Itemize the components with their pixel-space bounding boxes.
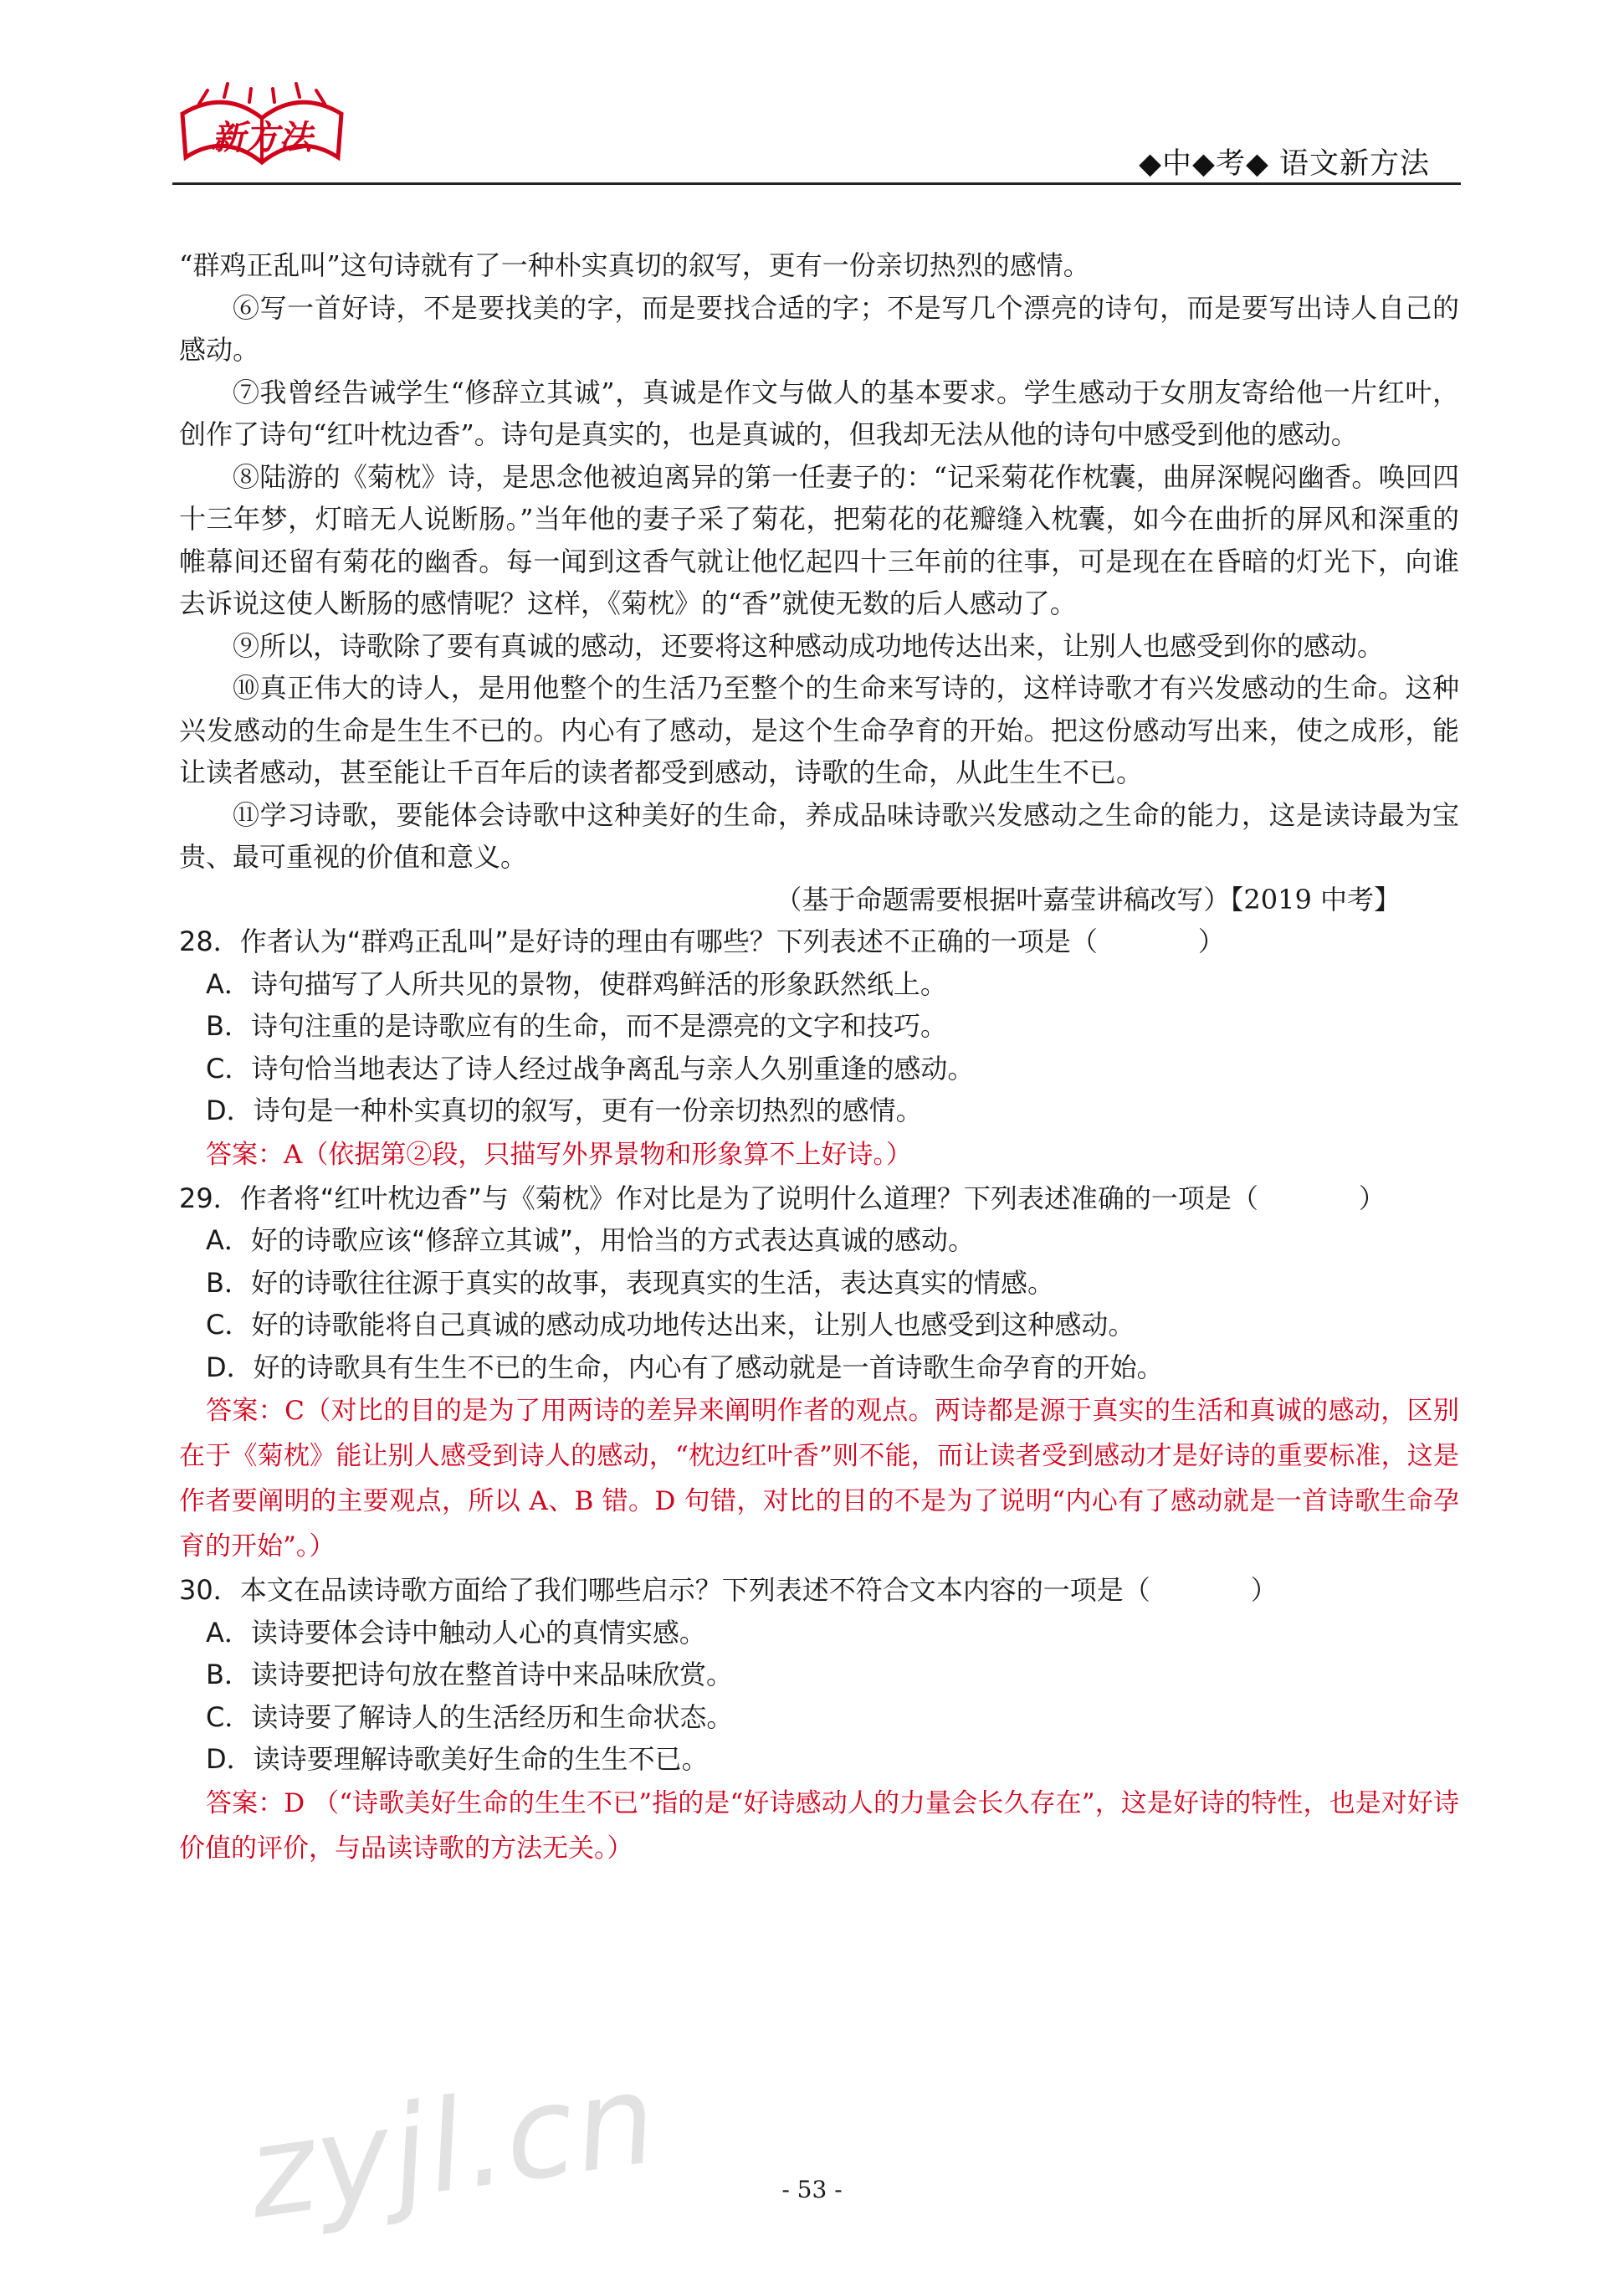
question-paren-close: ） [1197,926,1225,957]
question-30 [179,1569,1459,1612]
question-paren-close: ） [1358,1182,1386,1214]
option-b: B．好的诗歌往往源于真实的故事，表现真实的生活，表达真实的情感。 [206,1266,1054,1299]
question-29 [179,1177,1459,1220]
paragraph-11: ⑪学习诗歌，要能体会诗歌中这种美好的生命，养成品味诗歌兴发感动之生命的能力，这是读诗最为宝贵、最可重视的价值和意义。 [179,798,1459,873]
option-d: D．读诗要理解诗歌美好生命的生生不已。 [206,1743,709,1775]
header-divider [172,182,1461,185]
header-title: ◆中◆考◆ 语文新方法 [1139,147,1430,181]
watermark: zyjl.cn [239,2045,666,2248]
question-paren-close: ） [1250,1574,1278,1606]
paragraph-6: ⑥写一首好诗，不是要找美的字，而是要找合适的字；不是写几个漂亮的诗句，而是要写出诗人自己的感动。 [179,291,1459,366]
question-stem: 29．作者将“红叶枕边香”与《菊枕》作对比是为了说明什么道理？下列表述准确的一项是（ [179,1182,1258,1214]
publisher-logo [174,80,350,181]
option-c: C．好的诗歌能将自己真诚的感动成功地传达出来，让别人也感受到这种感动。 [206,1309,1135,1341]
option-a: A．读诗要体会诗中触动人心的真情实感。 [206,1616,706,1649]
book-logo-icon [174,80,350,181]
answer-30: 答案：D （“诗歌美好生命的生生不已”指的是“好诗感动人的力量会长久存在”，这是好诗的特性，也是对好诗价值的评价，与品读诗歌的方法无关。） [179,1787,1459,1864]
paragraph-9: ⑨所以，诗歌除了要有真诚的感动，还要将这种感动成功地传达出来，让别人也感受到你的感动。 [233,629,1385,662]
paragraph-8: ⑧陆游的《菊枕》诗，是思念他被迫离异的第一任妻子的：“记采菊花作枕囊，曲屏深幌闷幽香。唤回四十三年梦，灯暗无人说断肠。”当年他的妻子采了菊花，把菊花的花瓣缝入枕囊，如今在曲折的屏风和深重的帷幕间还留有菊花的幽香。每一闻到这香气就让他忆起四十三年前的往事，可是现在在昏暗的灯光下，向谁去诉说这使人断肠的感情呢？这样，《菊枕》的“香”就使无数的后人感动了。 [179,460,1459,619]
option-c: C．诗句恰当地表达了诗人经过战争离乱与亲人久别重逢的感动。 [206,1052,975,1085]
logo-text: 新方法 [212,118,312,157]
answer-28: 答案：A（依据第②段，只描写外界景物和形象算不上好诗。） [206,1139,912,1170]
option-a: A．好的诗歌应该“修辞立其诚”，用恰当的方式表达真诚的感动。 [206,1224,976,1256]
option-b: B．读诗要把诗句放在整首诗中来品味欣赏。 [206,1659,733,1690]
question-28 [179,920,1459,963]
answer-29: 答案：C（对比的目的是为了用两诗的差异来阐明作者的观点。两诗都是源于真实的生活和真诚的感动，区别在于《菊枕》能让别人感受到诗人的感动，“枕边红叶香”则不能，而让读者受到感动才是好诗的重要标准，这是作者要阐明的主要观点，所以 A、B 错。D 句错，对比的目的不是为了说明“内心有了感动就是一首诗歌生命孕育的开始”。） [179,1396,1459,1562]
paragraph-5-tail: “群鸡正乱叫”这句诗就有了一种朴实真切的叙写，更有一份亲切热烈的感情。 [179,249,1090,281]
option-a: A．诗句描写了人所共见的景物，使群鸡鲜活的形象跃然纸上。 [206,967,947,1000]
option-d: D．诗句是一种朴实真切的叙写，更有一份亲切热烈的感情。 [206,1095,923,1126]
paragraph-7: ⑦我曾经告诫学生“修辞立其诚”，真诚是作文与做人的基本要求。学生感动于女朋友寄给他一片红叶，创作了诗句“红叶枕边香”。诗句是真实的，也是真诚的，但我却无法从他的诗句中感受到他的感动。 [179,376,1459,450]
question-stem: 28．作者认为“群鸡正乱叫”是好诗的理由有哪些？下列表述不正确的一项是（ [179,926,1098,957]
paragraph-10: ⑩真正伟大的诗人，是用他整个的生活乃至整个的生命来写诗的，这样诗歌才有兴发感动的生命。这种兴发感动的生命是生生不已的。内心有了感动，是这个生命孕育的开始。把这份感动写出来，使之成形，能让读者感动，甚至能让千百年后的读者都受到感动，诗歌的生命，从此生生不已。 [179,672,1459,788]
option-c: C．读诗要了解诗人的生活经历和生命状态。 [206,1700,734,1733]
question-stem: 30．本文在品读诗歌方面给了我们哪些启示？下列表述不符合文本内容的一项是（ [179,1574,1150,1606]
article-source: （基于命题需要根据叶嘉莹讲稿改写）【2019 中考】 [775,883,1401,915]
option-d: D．好的诗歌具有生生不已的生命，内心有了感动就是一首诗歌生命孕育的开始。 [206,1351,1164,1383]
option-b: B．诗句注重的是诗歌应有的生命，而不是漂亮的文字和技巧。 [206,1010,947,1042]
page-number: - 53 - [781,2176,843,2203]
page-content [179,244,1459,1871]
